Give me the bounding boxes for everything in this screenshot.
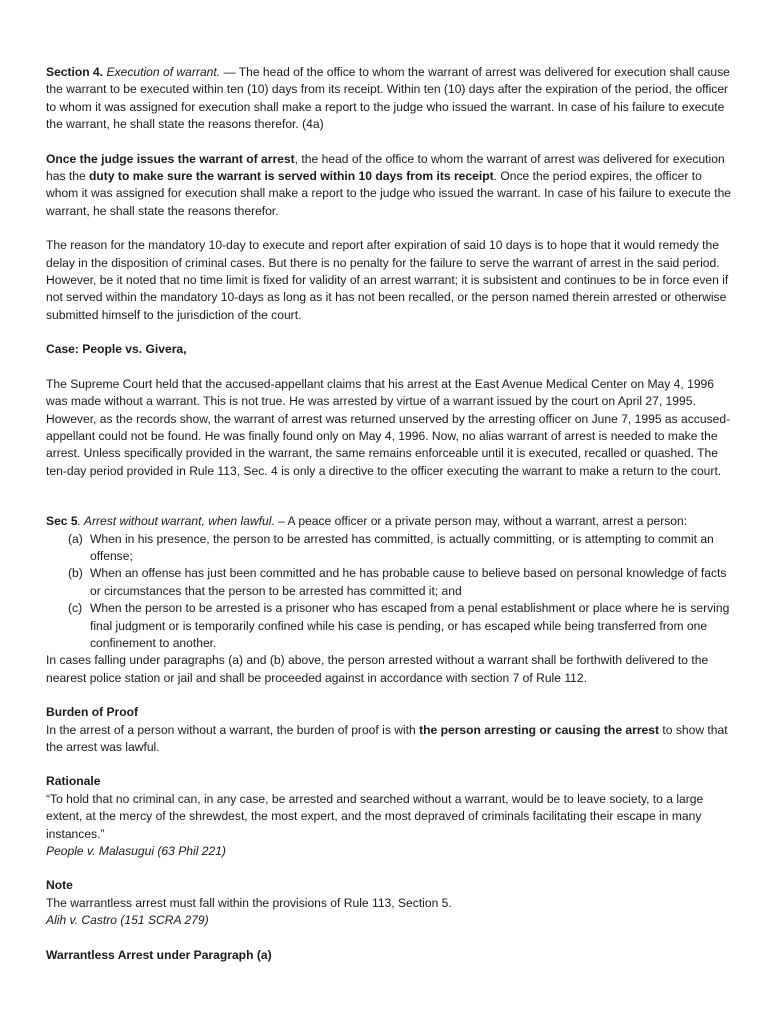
section-5-closing: In cases falling under paragraphs (a) and (b) above, the person arrested without a warrant shall be forthwith delivered to the nearest police station or jail and shall be proceeded against in accordance with section 7 of Rule 112. (46, 653, 709, 685)
section-5-list (46, 531, 734, 653)
section-5-title: . Arrest without warrant, when lawful (77, 514, 272, 529)
burden-body: In the arrest of a person without a warrant, the burden of proof is with the person arresting or causing the arrest to show that the arrest was lawful. (46, 722, 728, 754)
section-4-paragraph (46, 64, 734, 134)
judge-issues-text-1: , the head of the office to whom the warrant of arrest was delivered for execution has the (46, 151, 725, 184)
section-4-body: — The head of the office to whom the warrant of arrest was delivered for execution shall cause the warrant to be executed within ten (10) days from its receipt. Within ten (10) days after the expiration of the period, the officer to whom it was assigned for execution shall make a report to the judge who issued the warrant. In case of his failure to execute the warrant, he shall state the reasons therefor. (4a) (46, 65, 730, 132)
note-citation: Alih v. Castro (151 SCRA 279) (46, 913, 209, 928)
section-5-label: Sec 5 (46, 514, 78, 529)
note-heading: Note (46, 878, 73, 893)
burden-bold: the person arresting or causing the arrest (419, 722, 660, 737)
rationale-quote: “To hold that no criminal can, in any case, be arrested and searched without a warrant, would be to leave society, to a large extent, at the mercy of the shrewdest, the most expert, and the most depraved of criminals facilitating their escape in many instances.” (46, 791, 704, 841)
judge-issues-bold: Once the judge issues the warrant of arrest (46, 151, 295, 166)
section-4-title: Execution of warrant. (106, 65, 221, 79)
judge-issues-text-2: . Once the period expires, the officer to whom it was assigned for execution shall make a report to the judge who issued the warrant. In case of his failure to execute the warrant, he shall state the reasons therefor. (46, 169, 732, 218)
warrantless-arrest-heading: Warrantless Arrest under Paragraph (a) (46, 947, 272, 962)
case-body: The Supreme Court held that the accused-appellant claims that his arrest at the East Avenue Medical Center on May 4, 1996 was made without a warrant. This is not true. He was arrested by virtue of a warrant issued by the court on April 27, 1995. However, as the records show, the warrant of arrest was returned unserved by the arresting officer on June 7, 1995 as accused-appellant could not be found. He was finally found only on May 4, 1996. Now, no alias warrant of arrest is needed to make the arrest. Unless specifically provided in the warrant, the same remains enforceable until it is executed, recalled or quashed. The ten-day period provided in Rule 113, Sec. 4 is only a directive to the officer executing the warrant to make a return to the court. (46, 376, 731, 478)
section-5-intro (46, 513, 734, 530)
section-gap (46, 480, 734, 513)
rationale-citation: People v. Malasugui (63 Phil 221) (46, 844, 226, 859)
mandatory-period-paragraph: The reason for the mandatory 10-day to execute and report after expiration of said 10 days is to hope that it would remedy the delay in the disposition of criminal cases. But there is no penalty for the failure to serve the warrant of arrest in the said period. However, be it noted that no time limit is fixed for validity of an arrest warrant; it is subsistent and continues to be in force even if not served within the mandatory 10-days as long as it has not been recalled, or the person named therein arrested or otherwise submitted himself to the jurisdiction of the court. (46, 238, 729, 322)
duty-bold: duty to make sure the warrant is served within 10 days from its receipt (89, 169, 494, 184)
section-5-body: . – A peace officer or a private person may, without a warrant, arrest a person: (271, 514, 688, 529)
burden-heading: Burden of Proof (46, 705, 139, 720)
list-item: (c) When the person to be arrested is a prisoner who has escaped from a penal establishment or place where he is serving final judgment or is temporarily confined while his case is pending, or has escaped while being transferred from one confinement to another. (68, 601, 730, 650)
section-4-label: Section 4. (46, 65, 104, 79)
list-item: (a) When in his presence, the person to be arrested has committed, is actually committing, or is attempting to commit an offense; (68, 531, 714, 563)
note-body: The warrantless arrest must fall within the provisions of Rule 113, Section 5. (46, 895, 452, 910)
judge-issues-paragraph (46, 151, 734, 221)
case-title: Case: People vs. Givera, (46, 342, 187, 357)
list-item: (b) When an offense has just been committed and he has probable cause to believe based on personal knowledge of facts or circumstances that the person to be arrested has committed it; and (68, 566, 727, 598)
rationale-heading: Rationale (46, 774, 101, 789)
